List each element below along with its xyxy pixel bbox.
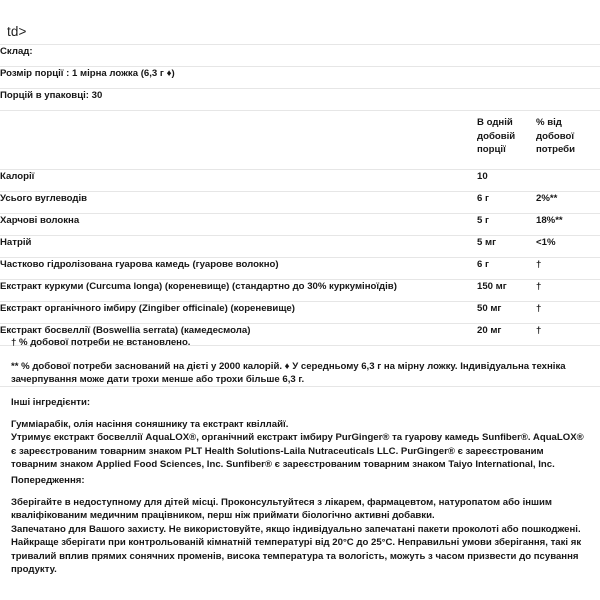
row-amount: 20 мг	[477, 325, 502, 336]
row-amount: 5 мг	[477, 237, 497, 248]
supplement-facts-table	[0, 44, 600, 346]
header-name-column	[0, 111, 477, 170]
warnings-heading: Попередження:	[11, 475, 85, 486]
row-daily-value: 2%**	[536, 193, 558, 204]
header-amount-per-serving-label: В одній добовій порції	[477, 117, 516, 155]
table-row	[0, 258, 600, 280]
row-daily-value: †	[536, 259, 542, 270]
row-daily-value	[536, 89, 600, 111]
table-header-row	[0, 111, 600, 170]
warnings-line-1: Зберігайте в недоступному для дітей місці. Проконсультуйтеся з лікарем, фармацевтом, натуропатом або іншим кваліфікованим медичним працівником, перш ніж приймати біологічно активні добавки.	[11, 496, 553, 522]
table-row	[0, 302, 600, 324]
row-daily-value: <1%	[536, 237, 556, 248]
row-amount: 10	[477, 171, 488, 182]
other-ingredients-section	[11, 396, 591, 472]
row-label: Склад:	[0, 46, 33, 57]
header-percent-daily-value-label: % від добової потреби	[536, 117, 576, 155]
row-label: Харчові волокна	[0, 215, 80, 226]
table-row	[0, 280, 600, 302]
row-daily-value: †	[536, 303, 542, 314]
row-label: Екстракт босвеллії (Boswellia serrata) (камедесмола)	[0, 325, 251, 336]
stray-markup-text: td>	[7, 24, 27, 39]
table-row	[0, 236, 600, 258]
row-daily-value: †	[536, 281, 542, 292]
header-percent-daily-value	[536, 111, 600, 170]
other-ingredients-line-2: Утримує екстракт босвеллії AquaLOX®, органічний екстракт імбиру PurGinger® та гуарову камедь Sunfiber®. AquaLOX® є зареєстрованим товарним знаком PLT Health Solutions-Laila Nutraceuticals LLC. PurGinger® є зареєстрованим товарним знаком Applied Food Sciences, Inc. Sunfiber® є зареєстрованим товарним знаком Taiyo International, Inc.	[11, 432, 584, 471]
row-amount	[477, 89, 536, 111]
row-label: Порцій в упаковці: 30	[0, 90, 103, 101]
row-label: Екстракт куркуми (Curcuma longa) (кореневище) (стандартно до 30% куркуміноїдів)	[0, 281, 397, 292]
row-amount	[477, 45, 536, 67]
row-amount: 6 г	[477, 259, 489, 270]
row-label: Екстракт органічного імбиру (Zingiber officinale) (кореневище)	[0, 303, 295, 314]
row-label: Усього вуглеводів	[0, 193, 88, 204]
row-amount	[477, 67, 536, 89]
header-amount-per-serving	[477, 111, 536, 170]
other-ingredients-heading: Інші інгредієнти:	[11, 397, 91, 408]
table-row	[0, 192, 600, 214]
row-label: Натрій	[0, 237, 32, 248]
row-daily-value	[536, 67, 600, 89]
row-daily-value	[536, 170, 600, 192]
row-label: Розмір порції : 1 мірна ложка (6,3 г ♦)	[0, 68, 175, 79]
row-amount: 50 мг	[477, 303, 502, 314]
row-amount: 5 г	[477, 215, 489, 226]
footnote-double-asterisk: ** % добової потреби заснований на дієті у 2000 калорій. ♦ У середньому 6,3 г на мірну ложку. Індивідуальна техніка зачерпування може дати трохи менше або трохи більше 6,3 г.	[11, 360, 566, 385]
row-amount: 150 мг	[477, 281, 507, 292]
table-row-servings-per-container	[0, 89, 600, 111]
table-row-composition	[0, 45, 600, 67]
row-label: Калорії	[0, 171, 35, 182]
row-amount: 6 г	[477, 193, 489, 204]
row-daily-value	[536, 45, 600, 67]
other-ingredients-line-1: Гуммiарабiк, олія насіння соняшнику та екстракт квіллайї.	[11, 418, 289, 430]
table-row	[0, 170, 600, 192]
footnote-dagger: † % добової потреби не встановлено.	[11, 337, 191, 348]
footnotes-divider	[0, 386, 600, 387]
warnings-section	[11, 474, 591, 577]
table-row	[0, 214, 600, 236]
row-daily-value: †	[536, 325, 542, 336]
warnings-line-2: Запечатано для Вашого захисту. Не використовуйте, якщо індивідуально запечатані пакети проколоті або пошкоджені. Найкраще зберігати при контрольованій кімнатній температурі від 20°C до 25°C. Неправильні умови зберігання, такі як тривалий вплив прямих сонячних променів, висока температура та вологість, можуть з часом призвести до псування продукту.	[11, 523, 582, 576]
footnotes	[11, 336, 589, 387]
row-daily-value: 18%**	[536, 215, 563, 226]
row-label: Частково гідролізована гуарова камедь (гуарове волокно)	[0, 259, 279, 270]
table-row-serving-size	[0, 67, 600, 89]
